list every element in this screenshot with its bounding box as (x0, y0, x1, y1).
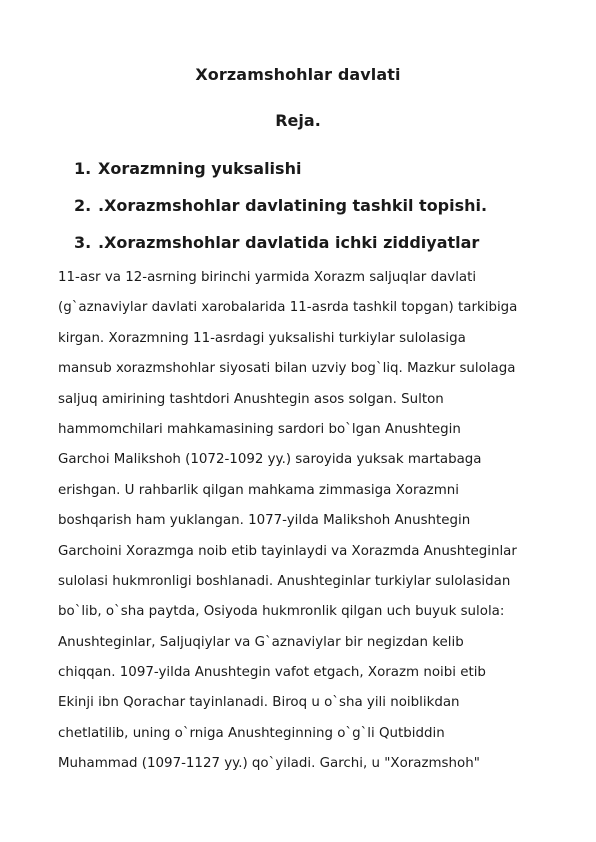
paragraph-line: 11-asr va 12-asrning birinchi yarmida Xorazm saljuqlar davlati (58, 270, 477, 285)
plan-item (74, 187, 487, 224)
paragraph-line: erishgan. U rahbarlik qilgan mahkama zimmasiga Xorazmni (58, 482, 459, 498)
paragraph-line: kirgan. Xorazmning 11-asrdagi yuksalishi turkiylar sulolasiga (58, 330, 466, 346)
paragraph-line: saljuq amirining tashtdori Anushtegin asos solgan. Sulton (58, 391, 444, 407)
plan-item-number: 2. (74, 196, 92, 215)
paragraph-line: Muhammad (1097-1127 yy.) qo`yiladi. Garchi, u "Xorazmshoh" (58, 756, 480, 772)
paragraph-line: hammomchilari mahkamasining sardori bo`lgan Anushtegin (58, 421, 461, 437)
paragraph-line: (g`aznaviylar davlati xarobalarida 11-asrda tashkil topgan) tarkibiga (58, 300, 518, 316)
plan-item-text: Xorazmning yuksalishi (98, 159, 302, 178)
paragraph-line: boshqarish ham yuklangan. 1077-yilda Malikshoh Anushtegin (58, 513, 471, 529)
paragraph-line: Garchoi Malikshoh (1072-1092 yy.) saroyida yuksak martabaga (58, 452, 482, 468)
paragraph-line: bo`lib, o`sha paytda, Osiyoda hukmronlik qilgan uch buyuk sulola: (58, 604, 505, 620)
body-paragraph (58, 263, 548, 780)
plan-item-number: 1. (74, 159, 92, 178)
paragraph-line: chetlatilib, uning o`rniga Anushteginning o`g`li Qutbiddin (58, 725, 445, 741)
paragraph-line: Ekinji ibn Qorachar tayinlanadi. Biroq u o`sha yili noiblikdan (58, 695, 460, 711)
paragraph-line: sulolasi hukmronligi boshlanadi. Anushteginlar turkiylar sulolasidan (58, 573, 511, 589)
plan-item (74, 224, 487, 261)
document-title: Xorzamshohlar davlati (195, 65, 401, 84)
plan-item-text: .Xorazmshohlar davlatining tashkil topishi. (98, 196, 488, 215)
plan-list (74, 150, 487, 261)
plan-heading: Reja. (275, 111, 321, 130)
plan-item-text: .Xorazmshohlar davlatida ichki ziddiyatlar (98, 233, 480, 252)
plan-item-number: 3. (74, 233, 92, 252)
paragraph-line: Anushteginlar, Saljuqiylar va G`aznaviylar bir negizdan kelib (58, 634, 464, 650)
plan-item (74, 150, 487, 187)
paragraph-line: Garchoini Xorazmga noib etib tayinlaydi va Xorazmda Anushteginlar (58, 543, 517, 559)
paragraph-line: chiqqan. 1097-yilda Anushtegin vafot etgach, Xorazm noibi etib (58, 665, 486, 681)
paragraph-line: mansub xorazmshohlar siyosati bilan uzviy bog`liq. Mazkur sulolaga (58, 361, 516, 377)
